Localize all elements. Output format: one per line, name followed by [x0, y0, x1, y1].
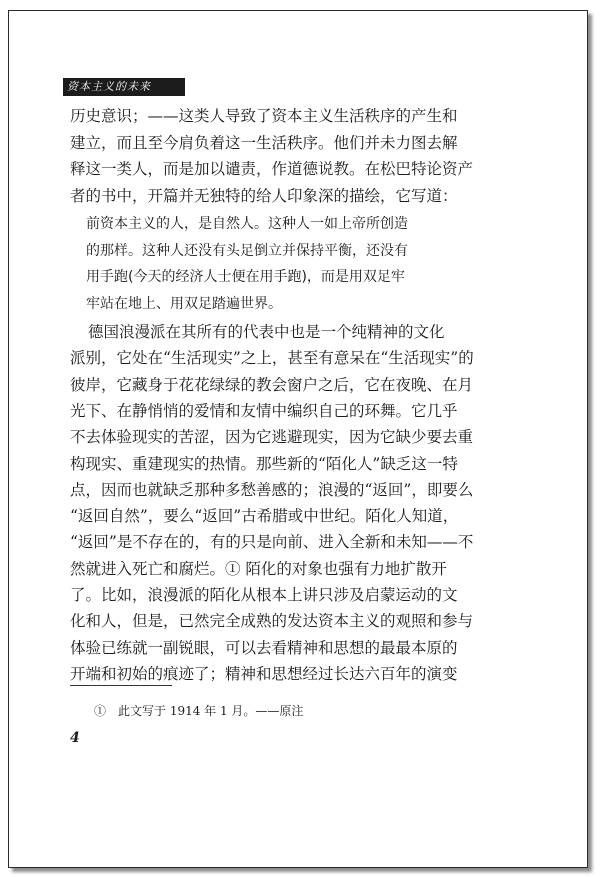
paragraph-2-line: 彼岸，它藏身于花花绿绿的教会窗户之后，它在夜晚、在月 [70, 375, 474, 394]
footnote: ① 此文写于 1914 年 1 月。——原注 [94, 704, 304, 718]
quote-line: 前资本主义的人，是自然人。这种人一如上帝所创造 [86, 216, 408, 232]
page-number: 4 [70, 730, 80, 746]
paragraph-2-line: 体验已练就一副锐眼，可以去看精神和思想的最最本原的 [70, 638, 458, 657]
paragraph-1-line: 者的书中，开篇并无独特的给人印象深的描绘，它写道： [70, 186, 458, 205]
footnote-divider [70, 685, 172, 686]
paragraph-1-line: 释这一类人，而是加以谴责，作道德说教。在松巴特论资产 [70, 160, 474, 178]
quote-line: 牢站在地上、用双足踏遍世界。 [86, 295, 282, 312]
quote-line: 用手跑(今天的经济人士便在用手跑)，而是用双足牢 [86, 269, 405, 285]
paragraph-2-line: 不去体验现实的苦涩，因为它逃避现实，因为它缺少要去重 [70, 428, 474, 447]
paragraph-2-line: 构现实、重建现实的热情。那些新的“陌化人”缺乏这一特 [70, 454, 458, 473]
paragraph-2-line: 光下、在静悄悄的爱情和友情中编织自己的环舞。它几乎 [70, 401, 458, 420]
paragraph-2-line: 德国浪漫派在其所有的代表中也是一个纯精神的文化 [88, 323, 445, 341]
paragraph-1-line: 建立，而且至今肩负着这一生活秩序。他们并未力图去解 [70, 133, 458, 152]
paragraph-1-line: 历史意识；——这类人导致了资本主义生活秩序的产生和 [70, 107, 458, 125]
quote-line: 的那样。这种人还没有头足倒立并保持平衡，还没有 [86, 242, 408, 259]
paragraph-2-line: “返回自然”，要么“返回”古希腊或中世纪。陌化人知道， [70, 507, 459, 526]
paragraph-2-line: 点，因而也就缺乏那种多愁善感的；浪漫的“返回”，即要么 [70, 480, 474, 499]
paragraph-2-line: 开端和初始的痕迹了；精神和思想经过长达六百年的演变 [70, 664, 458, 683]
paragraph-2-line: “返回”是不存在的，有的只是向前、进入全新和未知——不 [70, 533, 474, 552]
paragraph-2-line: 派别，它处在“生活现实”之上，甚至有意呆在“生活现实”的 [70, 349, 474, 368]
running-header: 资本主义的未来 [63, 78, 185, 96]
paragraph-2-line: 然就进入死亡和腐烂。① 陌化的对象也强有力地扩散开 [70, 559, 447, 578]
paragraph-2-line: 了。比如，浪漫派的陌化从根本上讲只涉及启蒙运动的文 [70, 586, 458, 604]
paragraph-2-line: 化和人，但是，已然完全成熟的发达资本主义的观照和参与 [70, 612, 474, 631]
